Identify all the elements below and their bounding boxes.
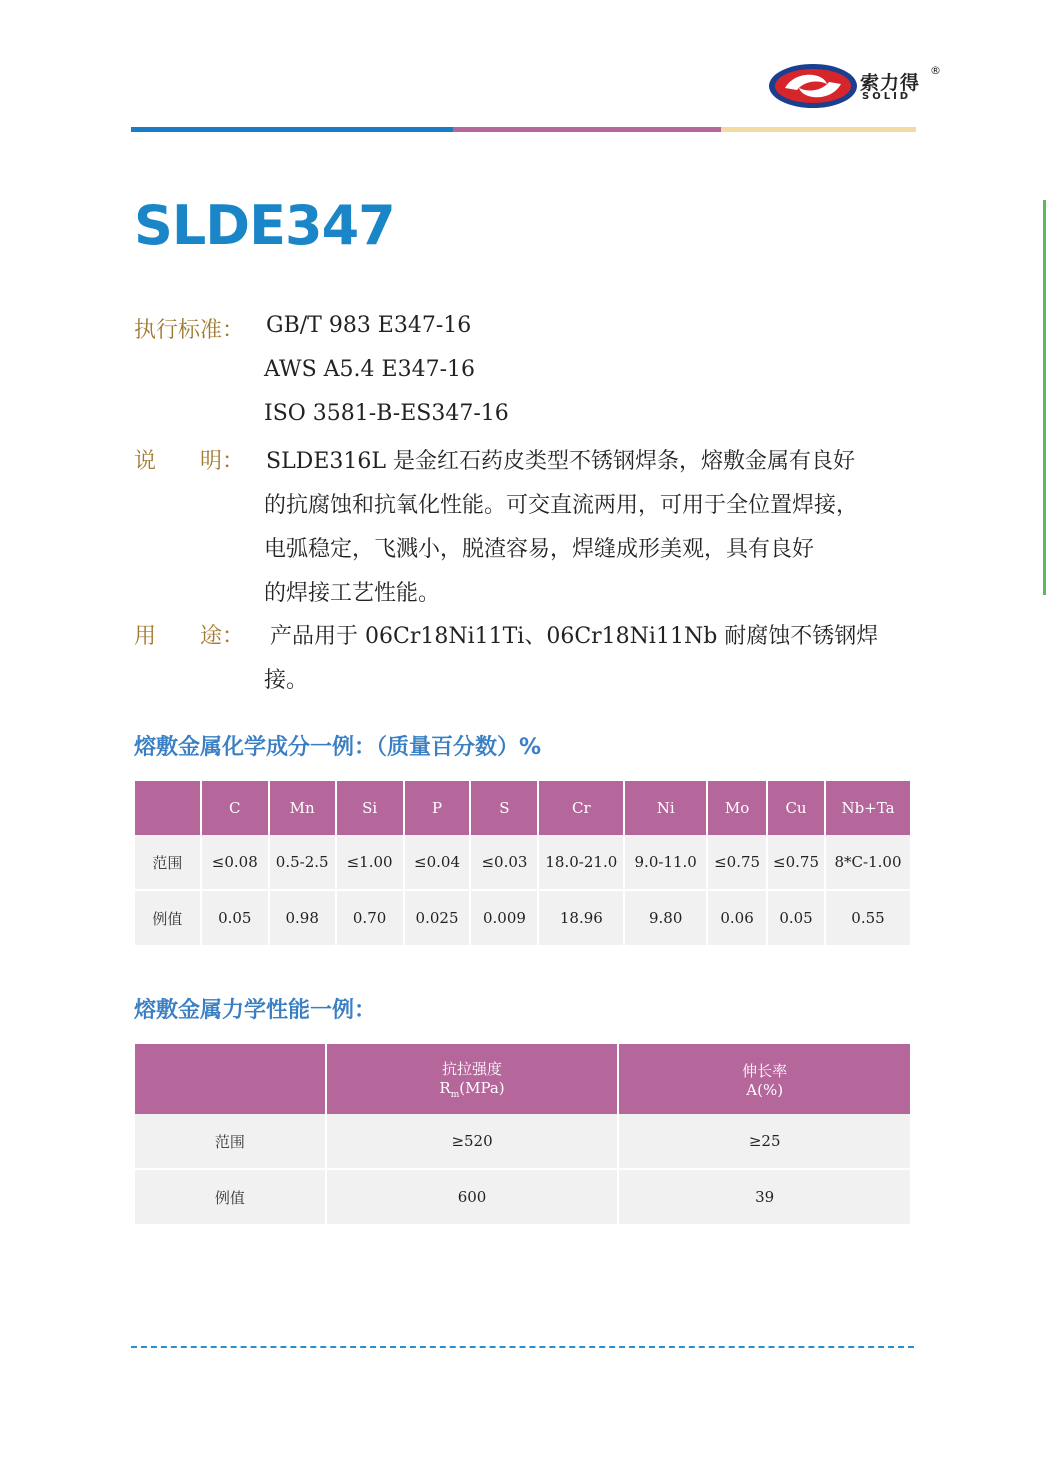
chem-header-cell: Cu xyxy=(767,781,825,835)
table-cell: ≤1.00 xyxy=(336,835,404,890)
description-line-1: SLDE316L 是金红石药皮类型不锈钢焊条，熔敷金属有良好 xyxy=(266,449,855,474)
mech-table xyxy=(135,1044,912,1224)
table-cell: 0.55 xyxy=(825,890,911,945)
chem-header-cell: S xyxy=(470,781,538,835)
row-label: 例值 xyxy=(135,1169,326,1224)
table-cell: 0.025 xyxy=(404,890,471,945)
table-cell: ≥520 xyxy=(326,1114,619,1169)
elongation-unit: A(%) xyxy=(746,1080,784,1099)
mech-header-cell xyxy=(326,1044,619,1114)
usage-line-1: 产品用于 06Cr18Ni11Ti、06Cr18Ni11Nb 耐腐蚀不锈钢焊 xyxy=(270,624,879,649)
standard-label: 执行标准： xyxy=(134,318,245,343)
header-color-bar xyxy=(131,127,916,132)
mech-header-row xyxy=(135,1044,911,1114)
table-row xyxy=(135,835,911,890)
table-cell: 18.0-21.0 xyxy=(538,835,624,890)
row-label: 范围 xyxy=(135,1114,326,1169)
registered-mark: ® xyxy=(930,64,941,77)
table-row xyxy=(135,1114,911,1169)
table-row xyxy=(135,1169,911,1224)
elongation-label: 伸长率 xyxy=(742,1061,788,1080)
table-cell: 0.05 xyxy=(767,890,825,945)
footer-dashed-line xyxy=(131,1346,914,1348)
chem-header-cell: Si xyxy=(336,781,404,835)
table-cell: ≤0.03 xyxy=(470,835,538,890)
bar-cream-segment xyxy=(721,127,916,132)
mech-header-cell xyxy=(618,1044,911,1114)
table-cell: 9.0-11.0 xyxy=(624,835,707,890)
table-cell: 8*C-1.00 xyxy=(825,835,911,890)
table-cell: 0.009 xyxy=(470,890,538,945)
solid-logo-icon xyxy=(767,62,859,110)
chem-header-cell: Mo xyxy=(707,781,767,835)
chem-header-cell: P xyxy=(404,781,471,835)
bar-blue-segment xyxy=(131,127,453,132)
description-line-4: 的焊接工艺性能。 xyxy=(264,581,441,606)
chem-header-cell xyxy=(135,781,201,835)
usage-line-2: 接。 xyxy=(264,668,309,693)
table-cell: ≤0.04 xyxy=(404,835,471,890)
brand-logo xyxy=(767,62,947,114)
mech-section-title: 熔敷金属力学性能一例： xyxy=(134,998,377,1023)
standard-line-1: GB/T 983 E347-16 xyxy=(266,313,472,338)
table-cell: 39 xyxy=(618,1169,911,1224)
table-cell: 0.06 xyxy=(707,890,767,945)
bar-purple-segment xyxy=(453,127,721,132)
tensile-unit: $R_m(MPa)$ xyxy=(439,1079,505,1100)
table-cell: 0.05 xyxy=(201,890,269,945)
chem-header-cell: C xyxy=(201,781,269,835)
side-accent-line xyxy=(1043,200,1046,595)
tensile-label: 抗拉强度 xyxy=(442,1060,503,1078)
table-cell: 600 xyxy=(326,1169,619,1224)
table-cell: 9.80 xyxy=(624,890,707,945)
brand-name-cn: 索力得 xyxy=(860,72,921,94)
chem-header-cell: Mn xyxy=(269,781,336,835)
chem-section-title: 熔敷金属化学成分一例：（质量百分数）% xyxy=(134,735,542,760)
table-cell: ≥25 xyxy=(618,1114,911,1169)
chem-header-row xyxy=(135,781,911,835)
description-line-2: 的抗腐蚀和抗氧化性能。可交直流两用，可用于全位置焊接， xyxy=(264,493,859,518)
chem-table xyxy=(135,781,912,945)
table-cell: 0.5-2.5 xyxy=(269,835,336,890)
chem-header-cell: Ni xyxy=(624,781,707,835)
table-cell: 0.98 xyxy=(269,890,336,945)
chem-header-cell: Nb+Ta xyxy=(825,781,911,835)
row-label: 例值 xyxy=(135,890,201,945)
mech-header-cell xyxy=(135,1044,326,1114)
description-label: 说 明： xyxy=(134,449,245,474)
table-row xyxy=(135,890,911,945)
brand-name-en: SOLID xyxy=(862,91,912,102)
standard-line-3: ISO 3581-B-ES347-16 xyxy=(264,401,509,426)
table-cell: ≤0.75 xyxy=(767,835,825,890)
description-line-3: 电弧稳定，飞溅小，脱渣容易，焊缝成形美观，具有良好 xyxy=(264,537,815,562)
standard-line-2: AWS A5.4 E347-16 xyxy=(264,357,476,382)
chem-header-cell: Cr xyxy=(538,781,624,835)
usage-label: 用 途： xyxy=(134,624,245,649)
table-cell: 0.70 xyxy=(336,890,404,945)
table-cell: ≤0.75 xyxy=(707,835,767,890)
table-cell: ≤0.08 xyxy=(201,835,269,890)
page-title: SLDE347 xyxy=(134,194,395,257)
row-label: 范围 xyxy=(135,835,201,890)
table-cell: 18.96 xyxy=(538,890,624,945)
